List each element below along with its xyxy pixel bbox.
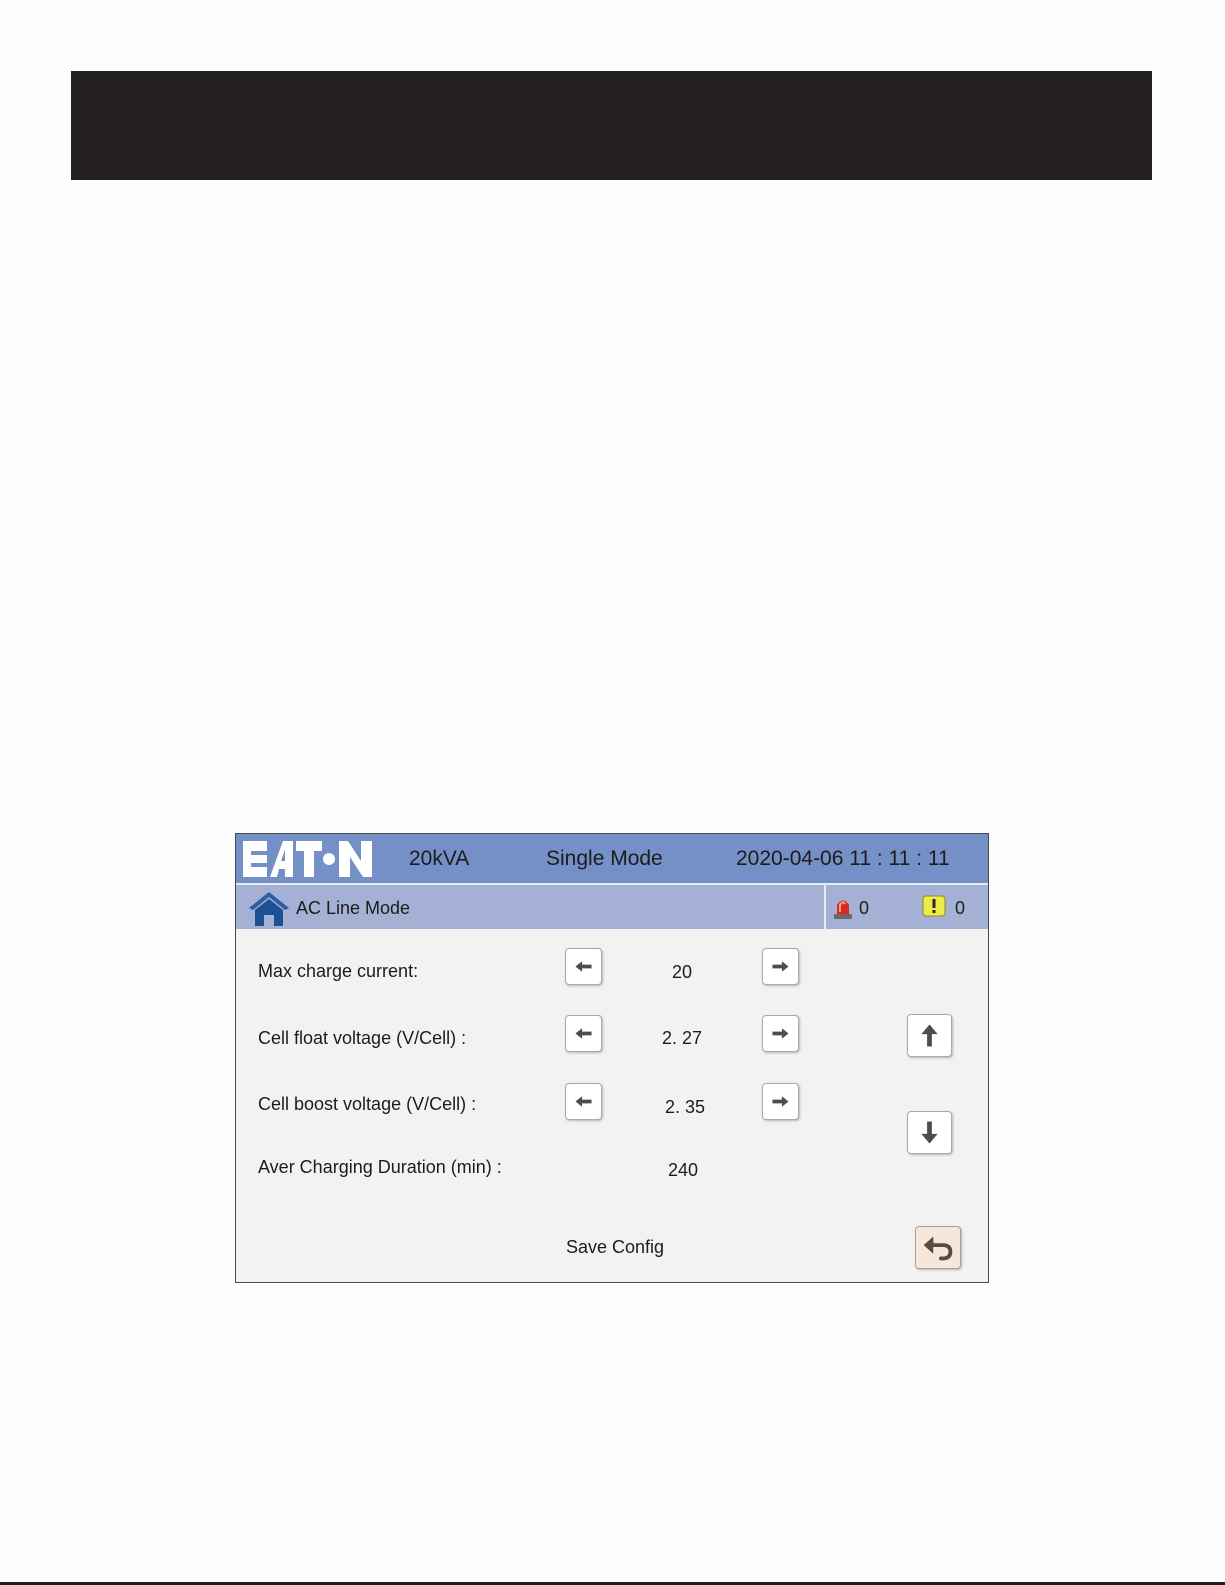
- alarm-light-icon[interactable]: [832, 895, 854, 919]
- arrow-right-icon: [763, 949, 798, 984]
- max-charge-current-value: 20: [671, 962, 693, 982]
- top-banner: [71, 71, 1152, 180]
- aver-charging-duration-value: 240: [667, 1160, 699, 1180]
- cell-float-voltage-increase-button[interactable]: [762, 1015, 799, 1052]
- max-charge-current-increase-button[interactable]: [762, 948, 799, 985]
- cell-float-voltage-label: Cell float voltage (V/Cell) :: [258, 1028, 467, 1048]
- eaton-logo: [243, 841, 373, 877]
- cell-boost-voltage-decrease-button[interactable]: [565, 1083, 602, 1120]
- cell-boost-voltage-increase-button[interactable]: [762, 1083, 799, 1120]
- cell-boost-voltage-label: Cell boost voltage (V/Cell) :: [258, 1094, 477, 1114]
- save-config-button[interactable]: Save Config: [566, 1237, 665, 1257]
- warning-icon[interactable]: [922, 895, 946, 917]
- aver-charging-duration-label: Aver Charging Duration (min) :: [258, 1157, 502, 1177]
- status-bar: [236, 883, 988, 929]
- operating-mode-title: AC Line Mode: [296, 898, 411, 918]
- page-up-button[interactable]: [907, 1014, 952, 1057]
- warning-count: 0: [955, 898, 966, 918]
- arrow-down-icon: [908, 1112, 951, 1153]
- rating-label: 20kVA: [409, 847, 470, 870]
- cell-float-voltage-value: 2. 27: [661, 1028, 703, 1048]
- page-down-button[interactable]: [907, 1111, 952, 1154]
- alarm-count: 0: [859, 898, 870, 918]
- header-bar: [236, 834, 988, 883]
- status-divider: [824, 885, 826, 929]
- max-charge-current-label: Max charge current:: [258, 961, 419, 981]
- back-button[interactable]: [915, 1226, 961, 1269]
- cell-boost-voltage-value: 2. 35: [664, 1097, 706, 1117]
- cell-float-voltage-decrease-button[interactable]: [565, 1015, 602, 1052]
- mode-label: Single Mode: [546, 847, 663, 870]
- arrow-left-icon: [566, 949, 601, 984]
- arrow-right-icon: [763, 1016, 798, 1051]
- return-icon: [916, 1227, 960, 1268]
- arrow-up-icon: [908, 1015, 951, 1056]
- max-charge-current-decrease-button[interactable]: [565, 948, 602, 985]
- arrow-left-icon: [566, 1084, 601, 1119]
- datetime-label: 2020-04-06 11 : 11 : 11: [736, 847, 950, 870]
- ups-display-panel: [235, 833, 989, 1283]
- home-icon[interactable]: [248, 891, 290, 927]
- arrow-right-icon: [763, 1084, 798, 1119]
- arrow-left-icon: [566, 1016, 601, 1051]
